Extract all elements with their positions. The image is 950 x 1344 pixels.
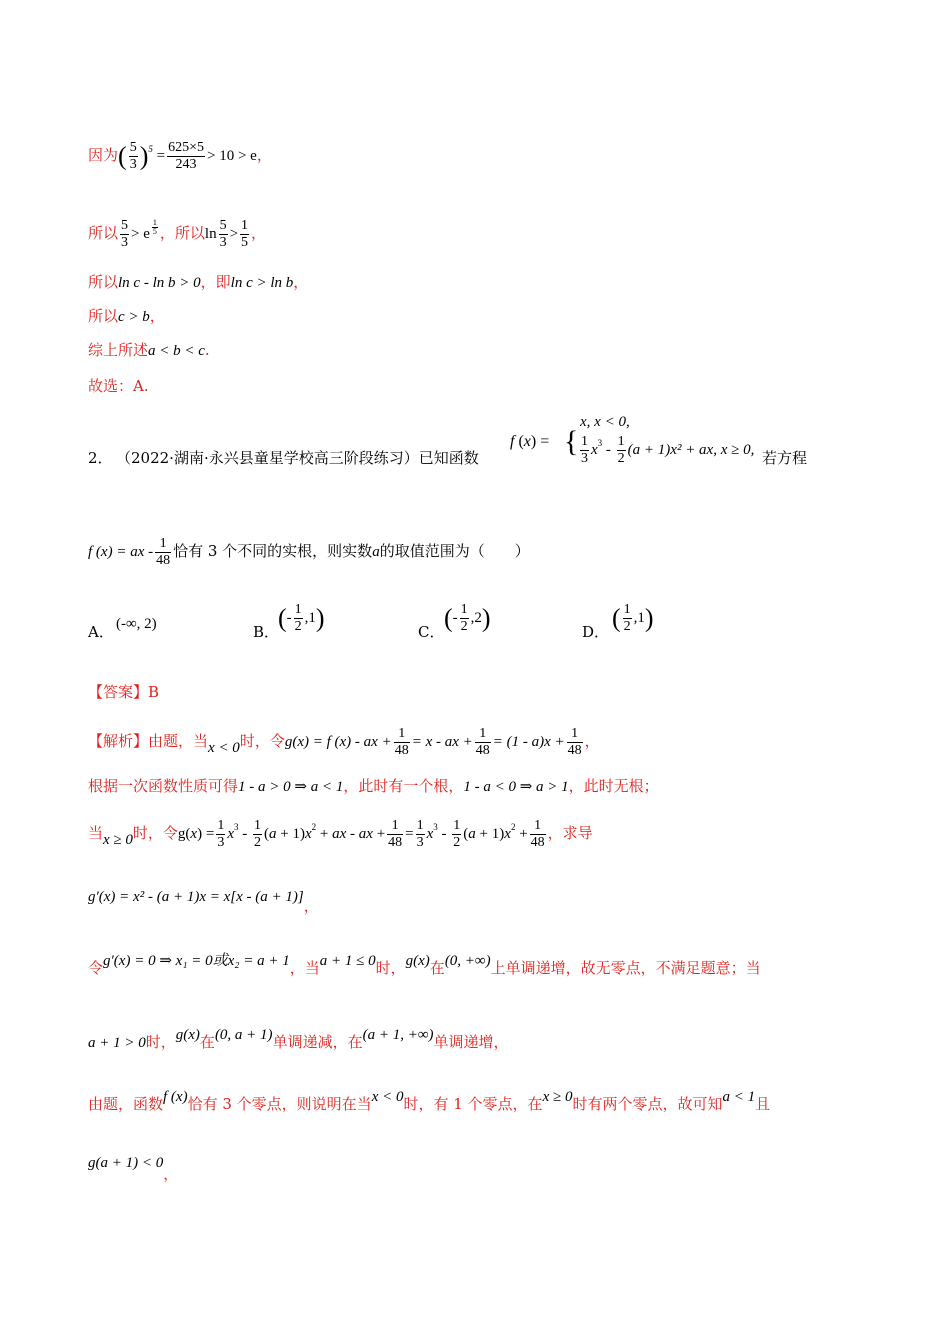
a5-m3: g(x) [405, 953, 430, 969]
l1-frac2-num: 625×5 [168, 140, 204, 155]
answer-tag: 【答案】 [88, 683, 149, 701]
analysis-line-6 [88, 1024, 509, 1053]
analysis-line-7 [88, 1086, 770, 1114]
l6-text: 故选：A. [88, 377, 149, 395]
option-b-value: (- $\frac{1}{2}$ ,1) [278, 602, 325, 634]
l3-mid: ，即 [200, 273, 231, 291]
l2-end: ， [251, 223, 267, 242]
a1-math3: = (1 - a)x + [492, 733, 565, 750]
a6-t3: 单调递减，在 [272, 1033, 363, 1051]
eq-frac-num: 1 [155, 536, 171, 553]
options-row [88, 602, 848, 642]
l5-math: a < b < c [148, 343, 205, 359]
l2-prefix: 所以 [88, 223, 119, 242]
a1-end: ， [584, 731, 600, 750]
func-name: f (x) = [510, 433, 550, 450]
analysis-line-3 [88, 818, 593, 851]
a7-t1: 恰有 3 个零点，则说明在当 [187, 1095, 372, 1113]
a5-text: 令 [88, 959, 104, 977]
a3-end: ，求导 [547, 823, 593, 842]
a4-math: g′(x) = x² - (a + 1)x = x[x - (a + 1)] [88, 889, 304, 905]
option-d-label: D． [582, 623, 610, 641]
a7-m3: x ≥ 0 [542, 1089, 573, 1105]
a6-t2: 在 [199, 1033, 215, 1051]
line-2 [88, 218, 266, 251]
a1-math: g(x) = f (x) - ax + [284, 733, 392, 750]
a1-cond: x < 0 [208, 739, 240, 756]
a2-m2: 1 - a < 0 ⇒ a > 1 [463, 779, 569, 795]
option-c-value: (- $\frac{1}{2}$ ,2) [444, 602, 491, 634]
a7-t4: 且 [755, 1095, 771, 1113]
l1-end: ， [256, 145, 272, 164]
line-3 [88, 272, 308, 293]
a3-text: 当 [88, 823, 104, 842]
analysis-line-5 [88, 950, 761, 978]
line-1 [88, 140, 272, 173]
a1-mid: 时，令 [239, 731, 285, 750]
eq-var: a [372, 543, 380, 560]
analysis-line-1: 【解析】由题，当x < 0时，令g(x) = f (x) - ax + $\frac{1}{48}$ = x - ax + $\frac{1}{48}$ = (1 - a)x + $\frac{1}{48}$ ， [88, 726, 600, 758]
a2-m1: 1 - a > 0 ⇒ a < 1 [238, 779, 344, 795]
l3-math2: ln c > ln b [230, 275, 294, 291]
analysis-line-4 [88, 886, 319, 916]
analysis-line-2 [88, 776, 659, 797]
eq-tail: 恰有 3 个不同的实根，则实数 [173, 541, 373, 560]
answer-value: B [148, 683, 160, 701]
piece-2-tail: (a + 1)x² + ax, x ≥ 0, [627, 441, 755, 458]
a5-math: g′(x) = 0 ⇒ x₁ = 0或x₂ = a + 1 [103, 953, 290, 969]
option-b-label: B． [253, 623, 280, 641]
a3-math: g(x) = $\frac{1}{3}$ $x^3$ - $\frac{1}{2}$ $(a + 1)x^2$ + ax - ax + $\frac{1}{48}$ = $\frac{1}{3}$ $x^3$ - $\frac{1}{2}$ $(a + 1)x^2$ + $\frac{1}{48}$ [177, 818, 545, 850]
question-line-2 [88, 536, 530, 569]
l1-prefix: 因为 [88, 145, 119, 164]
a5-t2: 时， [375, 959, 406, 977]
l3-math: ln c - ln b > 0 [118, 275, 201, 291]
l5-prefix: 综上所述 [88, 341, 149, 359]
l4-prefix: 所以 [88, 307, 119, 325]
piece-2: $\frac{1}{3}$ $x^3$ - $\frac{1}{2}$ (a + 1)x² + ax, x ≥ 0, [581, 434, 755, 466]
after-func: 若方程 [762, 449, 808, 467]
l1-eq: = [156, 147, 166, 164]
l3-prefix: 所以 [88, 273, 119, 291]
a8-end: ， [163, 1165, 179, 1183]
option-d-value: ( $\frac{1}{2}$ ,1) [612, 602, 654, 634]
l4-math: c > b [118, 309, 150, 325]
piecewise-brace: { [564, 425, 579, 458]
a2-text: 根据一次函数性质可得 [88, 777, 239, 795]
option-c-label: C． [418, 623, 445, 641]
option-a-label: A． [88, 623, 114, 641]
a3-cond: x ≥ 0 [103, 831, 133, 848]
a4-end: ， [303, 897, 319, 915]
l1-tail: > 10 > e [206, 147, 257, 164]
a5-t4: 上单调递增，故无零点，不满足题意；当 [490, 959, 761, 977]
l1-frac-den: 3 [129, 157, 137, 172]
a3-mid: 时，令 [132, 823, 178, 842]
piece-1: x, x < 0, [580, 414, 630, 430]
a6-m1: a + 1 > 0 [88, 1035, 146, 1051]
l2-mid: ，所以 [159, 223, 205, 242]
eq-prefix: f (x) = ax - [88, 543, 154, 560]
a8-math: g(a + 1) < 0 [88, 1155, 164, 1171]
a1-text: 由题，当 [148, 731, 209, 750]
eq-frac-den: 48 [156, 553, 171, 568]
a2-t1: ，此时有一个根， [343, 777, 464, 795]
a7-text: 由题，函数 [88, 1095, 164, 1113]
option-a-value: (-∞, 2) [116, 616, 157, 632]
a6-m3: (0, a + 1) [214, 1027, 273, 1043]
l1-frac2-den: 243 [175, 157, 197, 172]
a6-t1: 时， [145, 1033, 176, 1051]
line-4 [88, 306, 165, 327]
line-5 [88, 340, 210, 361]
a5-m4: (0, +∞) [444, 953, 491, 969]
l1-frac-num: 5 [129, 140, 137, 155]
eq-end: 的取值范围为（ ） [379, 541, 530, 560]
l1-math: ( $\frac{5}{3}$ )$^5$ = $\frac{625\times 5}{243}$ > 10 > e [118, 140, 257, 172]
question-source: （2022·湖南·永兴县童星学校高三阶段练习）已知函数 [116, 449, 479, 467]
l3-end: ， [293, 273, 309, 291]
a7-m2: x < 0 [371, 1089, 404, 1105]
a7-t2: 时，有 1 个零点，在 [403, 1095, 543, 1113]
a5-t1: ，当 [289, 959, 320, 977]
question-number: 2． [88, 449, 113, 467]
line-6 [88, 376, 149, 396]
a5-m2: a + 1 ≤ 0 [319, 953, 376, 969]
a7-m4: a < 1 [722, 1089, 756, 1105]
l5-end: . [204, 341, 210, 359]
analysis-line-8 [88, 1152, 178, 1184]
a6-t4: 单调递增， [433, 1033, 509, 1051]
a6-m4: (a + 1, +∞) [362, 1027, 434, 1043]
l1-exp: 5 [148, 143, 153, 154]
a6-m2: g(x) [175, 1027, 200, 1043]
a7-m1: f (x) [163, 1089, 188, 1105]
l2-math: $\frac{5}{3}$ > e $^{\frac{1}{5}}$ [121, 218, 157, 250]
a1-math2: = x - ax + [411, 733, 473, 750]
l4-end: ， [149, 307, 165, 325]
answer-line [88, 682, 159, 702]
a2-t2: ，此时无根； [568, 777, 659, 795]
a7-t3: 时有两个零点，故可知 [572, 1095, 723, 1113]
analysis-tag: 【解析】 [88, 731, 149, 750]
l2-math2: ln $\frac{5}{3}$ > $\frac{1}{5}$ [204, 218, 249, 250]
a5-t3: 在 [429, 959, 445, 977]
